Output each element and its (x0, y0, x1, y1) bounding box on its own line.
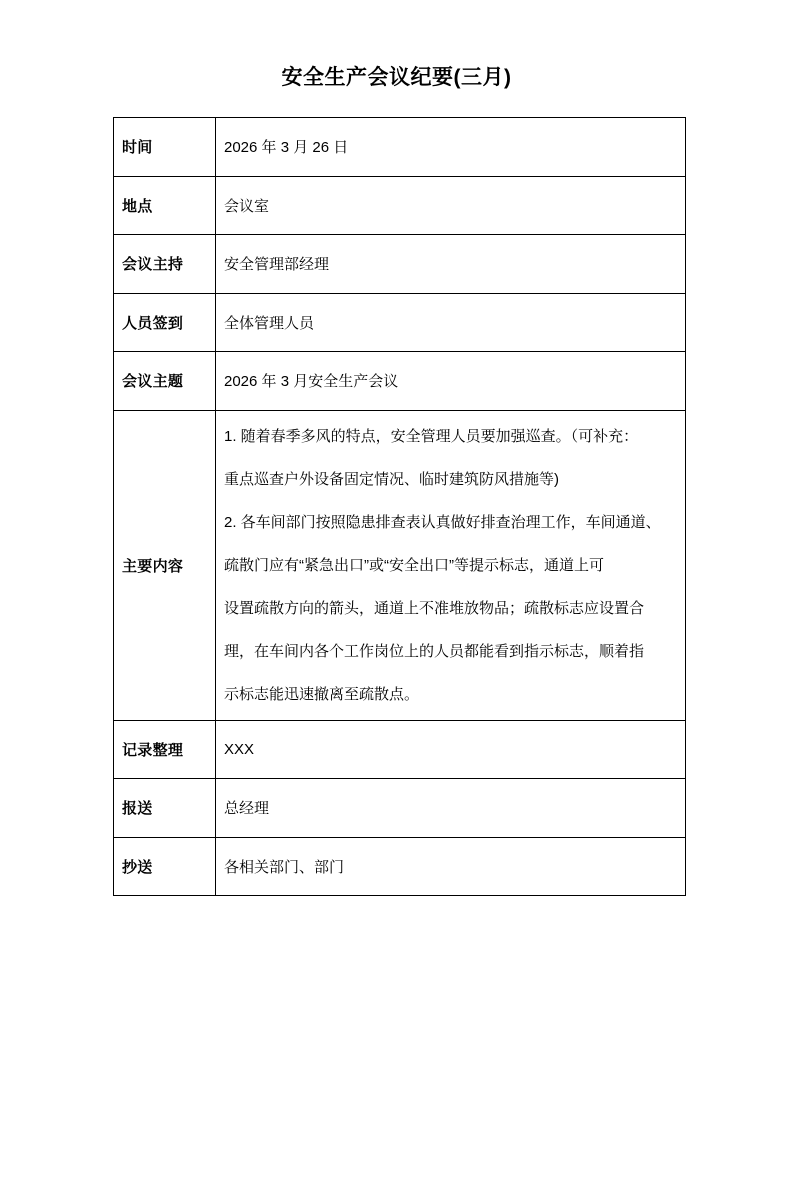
content-line-3: 2. 各车间部门按照隐患排查表认真做好排查治理工作，车间通道、 (224, 513, 661, 531)
row-label-report-to: 报送 (114, 779, 216, 838)
row-value-attendees: 全体管理人员 (216, 293, 686, 352)
row-label-topic: 会议主题 (114, 352, 216, 411)
table-row-attendees (114, 293, 686, 352)
row-value-time: 2026 年 3 月 26 日 (216, 118, 686, 177)
row-value-topic: 2026 年 3 月安全生产会议 (216, 352, 686, 411)
row-value-cc: 各相关部门、部门 (216, 837, 686, 896)
row-value-location: 会议室 (216, 176, 686, 235)
table-row-main-content (114, 410, 686, 720)
row-label-time: 时间 (114, 118, 216, 177)
content-line-1: 1. 随着春季多风的特点，安全管理人员要加强巡查。（可补充： (224, 427, 639, 445)
content-line-2: 重点巡查户外设备固定情况、临时建筑防风措施等) (224, 470, 559, 488)
row-label-attendees: 人员签到 (114, 293, 216, 352)
row-label-cc: 抄送 (114, 837, 216, 896)
row-value-host: 安全管理部经理 (216, 235, 686, 294)
content-line-4: 疏散门应有“紧急出口”或“安全出口”等提示标志，通道上可 (224, 556, 604, 574)
content-line-6: 理，在车间内各个工作岗位上的人员都能看到指示标志，顺着指 (224, 642, 645, 660)
table-row-recorder (114, 720, 686, 779)
table-row-cc (114, 837, 686, 896)
row-label-main-content: 主要内容 (114, 410, 216, 720)
content-line-7: 示标志能迅速撤离至疏散点。 (224, 685, 420, 703)
page-title: 安全生产会议纪要(三月) (281, 66, 512, 89)
row-label-location: 地点 (114, 176, 216, 235)
table-row-time (114, 118, 686, 177)
row-value-report-to: 总经理 (216, 779, 686, 838)
table-row-topic (114, 352, 686, 411)
content-line-5: 设置疏散方向的箭头，通道上不准堆放物品；疏散标志应设置合 (224, 599, 645, 617)
document-page (0, 63, 793, 1185)
row-label-host: 会议主持 (114, 235, 216, 294)
meeting-minutes-table (113, 117, 686, 896)
table-row-location (114, 176, 686, 235)
table-row-report-to (114, 779, 686, 838)
table-row-host (114, 235, 686, 294)
row-label-recorder: 记录整理 (114, 720, 216, 779)
row-value-main-content (216, 410, 686, 720)
row-value-recorder: XXX (216, 720, 686, 779)
